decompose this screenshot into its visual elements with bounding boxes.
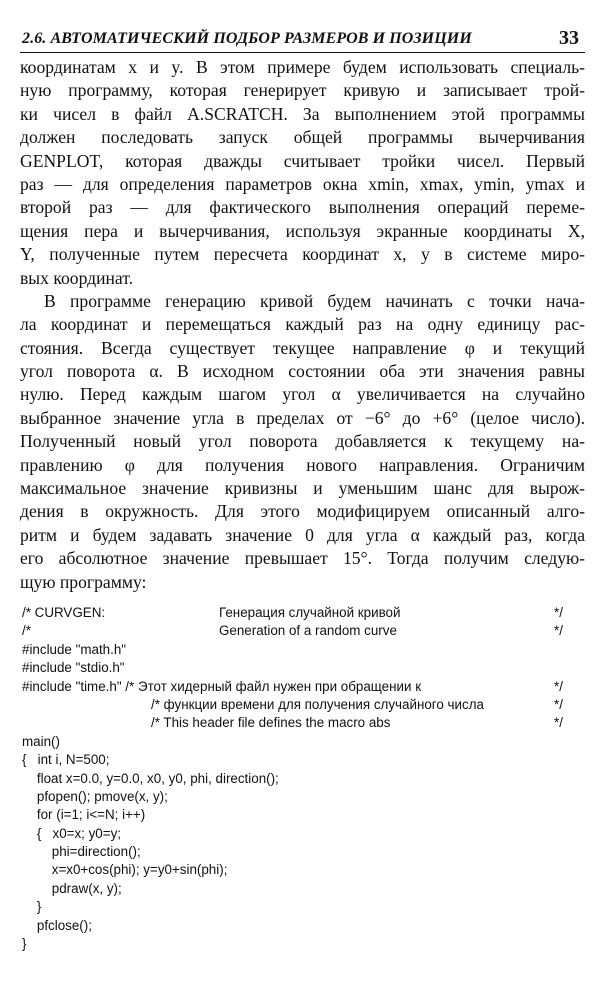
section-title: 2.6. АВТОМАТИЧЕСКИЙ ПОДБОР РАЗМЕРОВ И ПОЗИЦИИ [22, 30, 472, 47]
text-line: Y, полученные путем пересчета координат x, y в системе миро- [20, 244, 585, 265]
text-line: щения пера и вычерчивания, используя экранные координаты X, [20, 220, 585, 241]
code-text: #include "stdio.h" [22, 660, 125, 676]
text-line: ла координат и перемещаться каждый раз на одну единицу рас- [20, 314, 585, 335]
text-line: вых координат. [20, 267, 134, 288]
code-line [22, 604, 582, 622]
code-line [22, 733, 582, 751]
code-line [22, 898, 582, 916]
code-line [22, 641, 582, 659]
code-text: Генерация случайной кривой [219, 605, 401, 620]
text-line: должен последовать запуск общей программы вычерчивания [20, 127, 585, 148]
code-text: /* функции времени для получения случайного числа [151, 696, 484, 712]
code-text: */ [554, 605, 563, 620]
code-line [22, 917, 582, 935]
code-text: */ [554, 678, 563, 694]
code-line [22, 622, 582, 640]
code-line [22, 678, 582, 696]
code-text: /* This header file defines the macro abs [151, 715, 391, 731]
running-header [20, 26, 585, 53]
code-text: main() [22, 733, 60, 749]
code-text: */ [554, 715, 563, 731]
text-line: дения в окружность. Для этого модифицируем описанный алго- [20, 501, 585, 522]
code-line [22, 935, 582, 953]
code-text: */ [554, 623, 563, 639]
text-line: щую программу: [20, 571, 147, 592]
text-line: GENPLOT, которая дважды считывает тройки чисел. Первый [20, 150, 585, 171]
code-text: #include "time.h" /* Этот хидерный файл нужен при обращении к [22, 678, 422, 694]
code-text: phi=direction(); [22, 844, 141, 860]
code-text: */ [554, 696, 563, 712]
code-line [22, 751, 582, 769]
code-text: pfopen(); pmove(x, y); [22, 788, 168, 804]
paragraph-2 [20, 290, 585, 594]
code-line [22, 770, 582, 788]
code-line [22, 861, 582, 879]
paragraph-1 [20, 56, 585, 290]
text-line: ки чисел в файл A.SCRATCH. За выполнением этой программы [20, 103, 585, 124]
code-listing [22, 604, 582, 953]
text-line: максимальное значение кривизны и уменьшим шанс для вырож- [20, 478, 585, 499]
text-line: ную программу, которая генерирует кривую и записывает трой- [20, 80, 585, 101]
text-line: стояния. Всегда существует текущее направление φ и текущий [20, 337, 585, 358]
code-line [22, 696, 582, 714]
text-line: координатам x и y. В этом примере будем использовать специаль- [20, 57, 585, 77]
code-line [22, 880, 582, 898]
text-line: В программе генерацию кривой будем начинать с точки нача- [44, 290, 585, 311]
code-text: { x0=x; y0=y; [22, 825, 121, 841]
text-line: его абсолютное значение превышает 15°. Тогда получим следую- [20, 548, 585, 569]
code-line [22, 825, 582, 843]
code-text: Generation of a random curve [219, 623, 397, 639]
code-line [22, 714, 582, 732]
code-text: pfclose(); [22, 917, 92, 933]
text-line: раз — для определения параметров окна xmin, xmax, ymin, ymax и [20, 173, 585, 194]
code-text: for (i=1; i<=N; i++) [22, 807, 146, 823]
text-line: нулю. Перед каждым шагом угол α увеличивается на случайно [20, 384, 585, 405]
code-text: } [22, 899, 42, 915]
text-line: выбранное значение угла в пределах от −6° до +6° (целое число). [20, 407, 585, 428]
code-text: pdraw(x, y); [22, 880, 122, 896]
code-line [22, 659, 582, 677]
text-line: ритм и будем задавать значение 0 для угла α каждый раз, когда [20, 524, 585, 545]
page-number: 33 [559, 27, 579, 49]
text-line: угол поворота α. В исходном состоянии оба эти значения равны [20, 361, 585, 382]
code-text: /* [22, 623, 31, 639]
body-text [20, 56, 585, 594]
code-text: float x=0.0, y=0.0, x0, y0, phi, direction(); [22, 770, 279, 786]
text-line: правлению φ для получения нового направления. Ограничим [20, 454, 585, 475]
code-text: /* CURVGEN: [22, 605, 106, 620]
code-text: { int i, N=500; [22, 752, 110, 768]
code-line [22, 843, 582, 861]
code-line [22, 806, 582, 824]
code-text: #include "math.h" [22, 641, 127, 657]
code-line [22, 788, 582, 806]
text-line: второй раз — для фактического выполнения операций переме- [20, 197, 585, 218]
code-text: x=x0+cos(phi); y=y0+sin(phi); [22, 862, 228, 878]
code-text: } [22, 936, 27, 952]
text-line: Полученный новый угол поворота добавляется к текущему на- [20, 431, 585, 452]
